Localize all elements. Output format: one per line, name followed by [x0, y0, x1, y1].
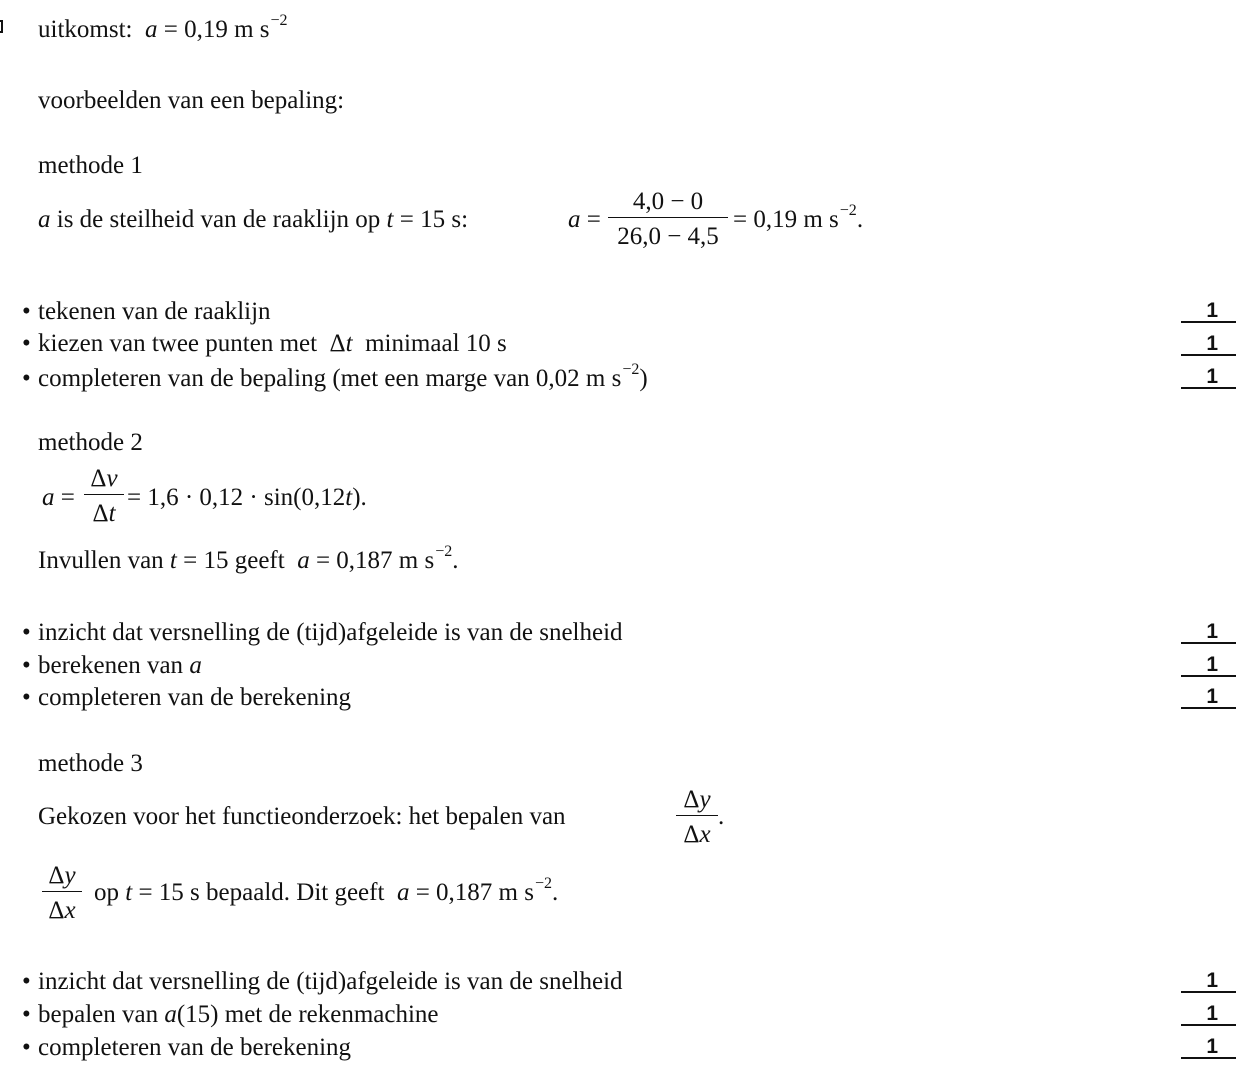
method3-title: methode 3: [38, 750, 143, 777]
method2-title: methode 2: [38, 429, 143, 456]
outcome-exponent: −2: [270, 12, 288, 29]
method1-fraction: [608, 189, 728, 249]
method3-criterion-3: completeren van de berekening: [38, 1034, 352, 1061]
fraction-denominator: Δt: [92, 500, 116, 527]
score-box: 1: [1181, 1034, 1236, 1059]
method2-fill-line: Invullen van t = 15 geeft a = 0,187 m $s^{-2}$.: [38, 543, 459, 574]
score-box: 1: [1181, 652, 1236, 677]
period: .: [718, 803, 725, 830]
score-box: 1: [1181, 684, 1236, 709]
method1-criterion-3: completeren van de bepaling (met een marge van 0,02 m $s^{-2}$): [38, 361, 648, 392]
method3-op-line: op t = 15 s bepaald. Dit geeft a = 0,187 m $s^{-2}$.: [94, 875, 559, 906]
bullet-icon: •: [22, 365, 31, 392]
method1-a-eq: a =: [568, 206, 601, 233]
bullet-icon: •: [22, 652, 31, 679]
method3-criterion-1: inzicht dat versnelling de (tijd)afgeleide is van de snelheid: [38, 968, 623, 995]
method1-criterion-2: kiezen van twee punten met Δt minimaal 10 s: [38, 330, 507, 357]
method3-chosen-text: Gekozen voor het functieonderzoek: het bepalen van: [38, 803, 566, 830]
outcome-label: uitkomst:: [38, 16, 133, 43]
score-box: 1: [1181, 619, 1236, 644]
outcome-line: uitkomst: a = 0,19 m $s^{-2}$: [38, 12, 288, 43]
score-box: 1: [1181, 298, 1236, 323]
method2-expression: = 1,6 · 0,12 · sin(0,12t).: [127, 484, 367, 511]
bullet-icon: •: [22, 619, 31, 646]
method2-criterion-3: completeren van de berekening: [38, 684, 352, 711]
bullet-icon: •: [22, 298, 31, 325]
score-box: 1: [1181, 1001, 1236, 1026]
checkbox-icon[interactable]: [0, 20, 3, 33]
bullet-icon: •: [22, 1001, 31, 1028]
method1-statement: a is de steilheid van de raaklijn op t = 15 s:: [38, 206, 469, 233]
method1-criterion-1: tekenen van de raaklijn: [38, 298, 271, 325]
bullet-icon: •: [22, 684, 31, 711]
bullet-icon: •: [22, 330, 31, 357]
method2-criterion-1: inzicht dat versnelling de (tijd)afgeleide is van de snelheid: [38, 619, 623, 646]
fraction-denominator: Δx: [683, 821, 711, 848]
method3-fraction-1: [676, 787, 718, 847]
fraction-denominator: 26,0 − 4,5: [617, 223, 719, 250]
bullet-icon: •: [22, 968, 31, 995]
method3-fraction-2: [42, 863, 82, 923]
method2-fraction: [84, 466, 124, 526]
fraction-numerator: Δy: [683, 786, 711, 813]
method1-result: = 0,19 m $s^{-2}$.: [733, 202, 864, 233]
score-box: 1: [1181, 331, 1236, 356]
fraction-numerator: 4,0 − 0: [632, 188, 704, 215]
score-box: 1: [1181, 968, 1236, 993]
bullet-icon: •: [22, 1034, 31, 1061]
score-box: 1: [1181, 364, 1236, 389]
fraction-denominator: Δx: [48, 897, 76, 924]
method1-title: methode 1: [38, 152, 143, 179]
method2-criterion-2: berekenen van a: [38, 652, 202, 679]
fraction-numerator: Δv: [90, 465, 118, 492]
examples-heading: voorbeelden van een bepaling:: [38, 87, 345, 114]
method2-a-eq: a =: [42, 484, 75, 511]
fraction-numerator: Δy: [48, 862, 76, 889]
method3-criterion-2: bepalen van a(15) met de rekenmachine: [38, 1001, 439, 1028]
